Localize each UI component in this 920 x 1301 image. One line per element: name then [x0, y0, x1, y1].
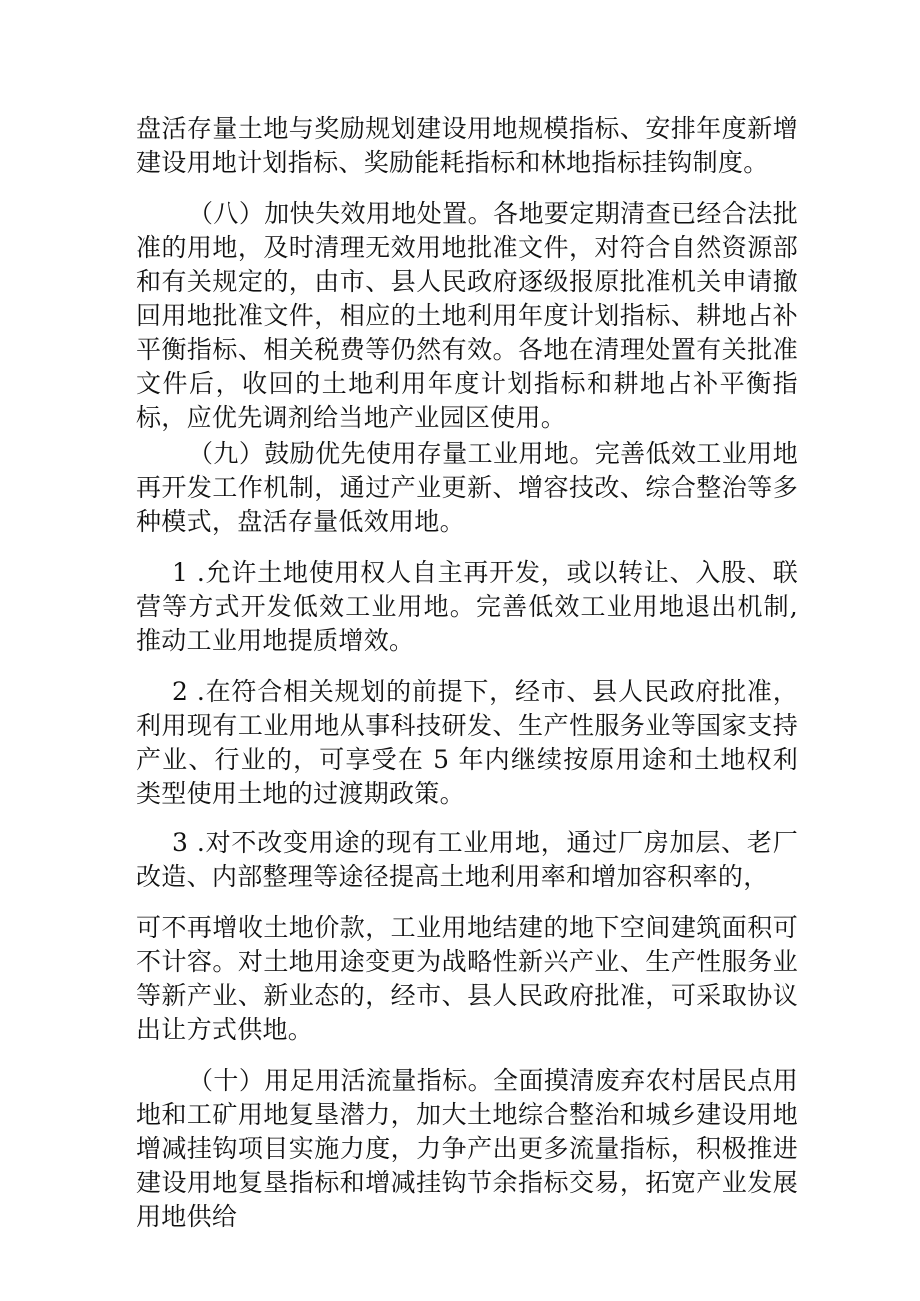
paragraph-item-3-unchanged-use: 3 .对不改变用途的现有工业用地，通过厂房加层、老厂改造、内部整理等途径提高土地利用率和增加容积率的，	[136, 828, 798, 891]
paragraph-section-10-flow-indicators: （十）用足用活流量指标。全面摸清废弃农村居民点用地和工矿用地复垦潜力，加大土地综合整治和城乡建设用地增减挂钩项目实施力度，力争产出更多流量指标，积极推进建设用地复垦指标和增减挂钩节余指标交易，拓宽产业发展用地供给	[136, 1066, 798, 1231]
paragraph-item-1-redevelopment: 1 .允许土地使用权人自主再开发，或以转让、入股、联营等方式开发低效工业用地。完善低效工业用地退出机制, 推动工业用地提质增效。	[136, 558, 798, 655]
paragraph-item-3-continuation: 可不再增收土地价款，工业用地结建的地下空间建筑面积可不计容。对土地用途变更为战略性新兴产业、生产性服务业等新产业、新业态的，经市、县人民政府批准，可采取协议出让方式供地。	[136, 913, 798, 1044]
paragraph-item-2-transition-policy: 2 .在符合相关规划的前提下，经市、县人民政府批准，利用现有工业用地从事科技研发、生产性服务业等国家支持产业、行业的，可享受在 5 年内继续按原用途和土地权利类型使用土地的过渡期政策。	[136, 677, 798, 808]
paragraph-land-activation-continuation: 盘活存量土地与奖励规划建设用地规模指标、安排年度新增建设用地计划指标、奖励能耗指标和林地指标挂钩制度。	[136, 114, 798, 177]
paragraph-section-9-existing-industrial-land: （九）鼓励优先使用存量工业用地。完善低效工业用地再开发工作机制，通过产业更新、增容技改、综合整治等多种模式，盘活存量低效用地。	[136, 439, 798, 536]
paragraph-section-8-invalid-land-disposal: （八）加快失效用地处置。各地要定期清查已经合法批准的用地，及时清理无效用地批准文件，对符合自然资源部和有关规定的，由市、县人民政府逐级报原批准机关申请撤回用地批准文件，相应的土地利用年度计划指标、耕地占补平衡指标、相关税费等仍然有效。各地在清理处置有关批准文件后，收回的土地利用年度计划指标和耕地占补平衡指标，应优先调剂给当地产业园区使用。	[136, 199, 798, 432]
